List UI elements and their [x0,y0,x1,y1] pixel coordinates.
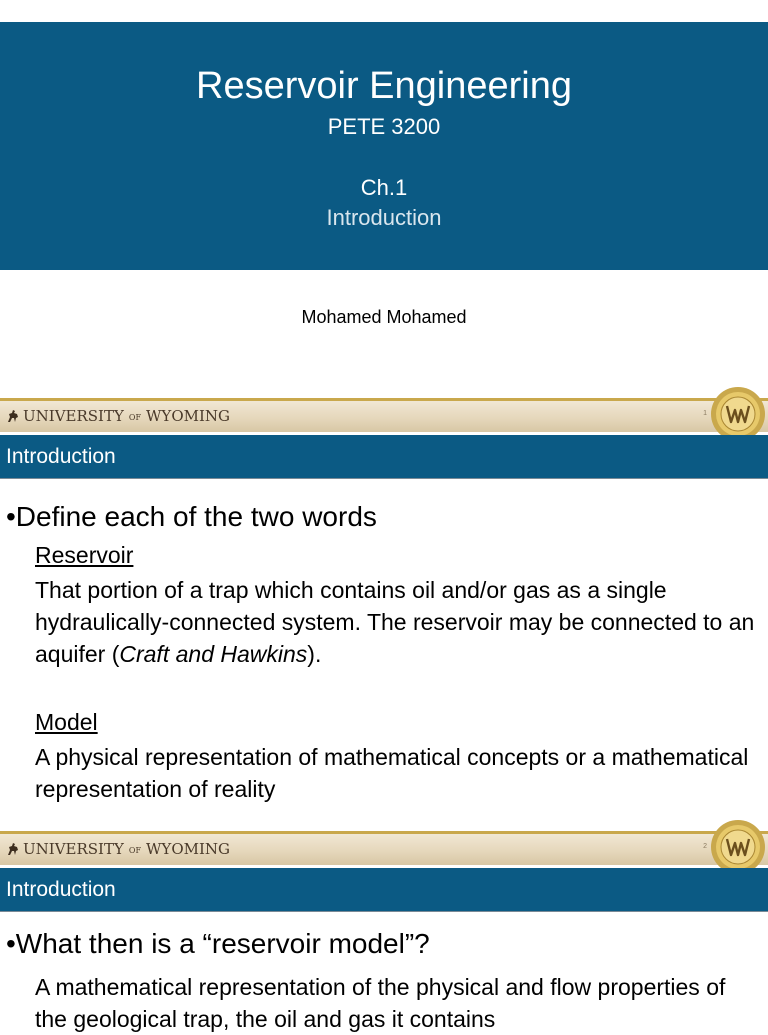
logo-word-of: OF [128,846,141,855]
course-code: PETE 3200 [327,114,441,139]
university-header-strip [0,398,768,432]
bucking-horse-icon [6,841,20,857]
citation-craft-hawkins: Craft and Hawkins [119,641,308,667]
reservoir-definition-end: ). [307,641,322,667]
logo-word-wyoming: WYOMING [146,407,231,425]
title-banner [0,22,768,270]
logo-word-university: UNIVERSITY [23,407,124,425]
strip-divider [0,398,768,401]
reservoir-definition [35,574,763,670]
logo-word-wyoming: WYOMING [146,840,231,858]
university-seal-icon [710,386,766,442]
bullet-reservoir-model-question: •What then is a “reservoir model”? [6,928,430,959]
university-logo [6,408,230,424]
reservoir-model-answer: A mathematical representation of the physical and flow properties of the geological trap, the oil and gas it contains [35,974,726,1032]
term-reservoir: Reservoir [35,542,134,568]
model-definition: A physical representation of mathematical concepts or a mathematical representation of reality [35,744,749,802]
chapter-subtitle: Introduction [326,205,442,230]
logo-text-part1 [23,408,124,424]
slide-number: 1 [703,410,707,417]
term-model: Model [35,709,98,735]
presentation-title: Reservoir Engineering [196,65,572,107]
chapter-label: Ch.1 [360,175,408,200]
bucking-horse-icon [6,408,20,424]
logo-word-university: UNIVERSITY [23,840,124,858]
author-name: Mohamed Mohamed [301,307,467,327]
university-header-strip-2 [0,831,768,865]
logo-word-of: OF [128,413,141,422]
university-logo-2 [6,841,230,857]
university-seal-icon [710,819,766,875]
strip-divider-2 [0,831,768,834]
section-title-bar-2: Introduction [0,868,768,912]
bullet-define-words: •Define each of the two words [6,501,377,532]
slide-number-2: 2 [703,843,707,850]
section-title-bar: Introduction [0,435,768,479]
reservoir-definition-text: That portion of a trap which contains oil and/or gas as a single hydraulically-connected system. The reservoir may be connected to an aquifer ( [35,577,755,667]
